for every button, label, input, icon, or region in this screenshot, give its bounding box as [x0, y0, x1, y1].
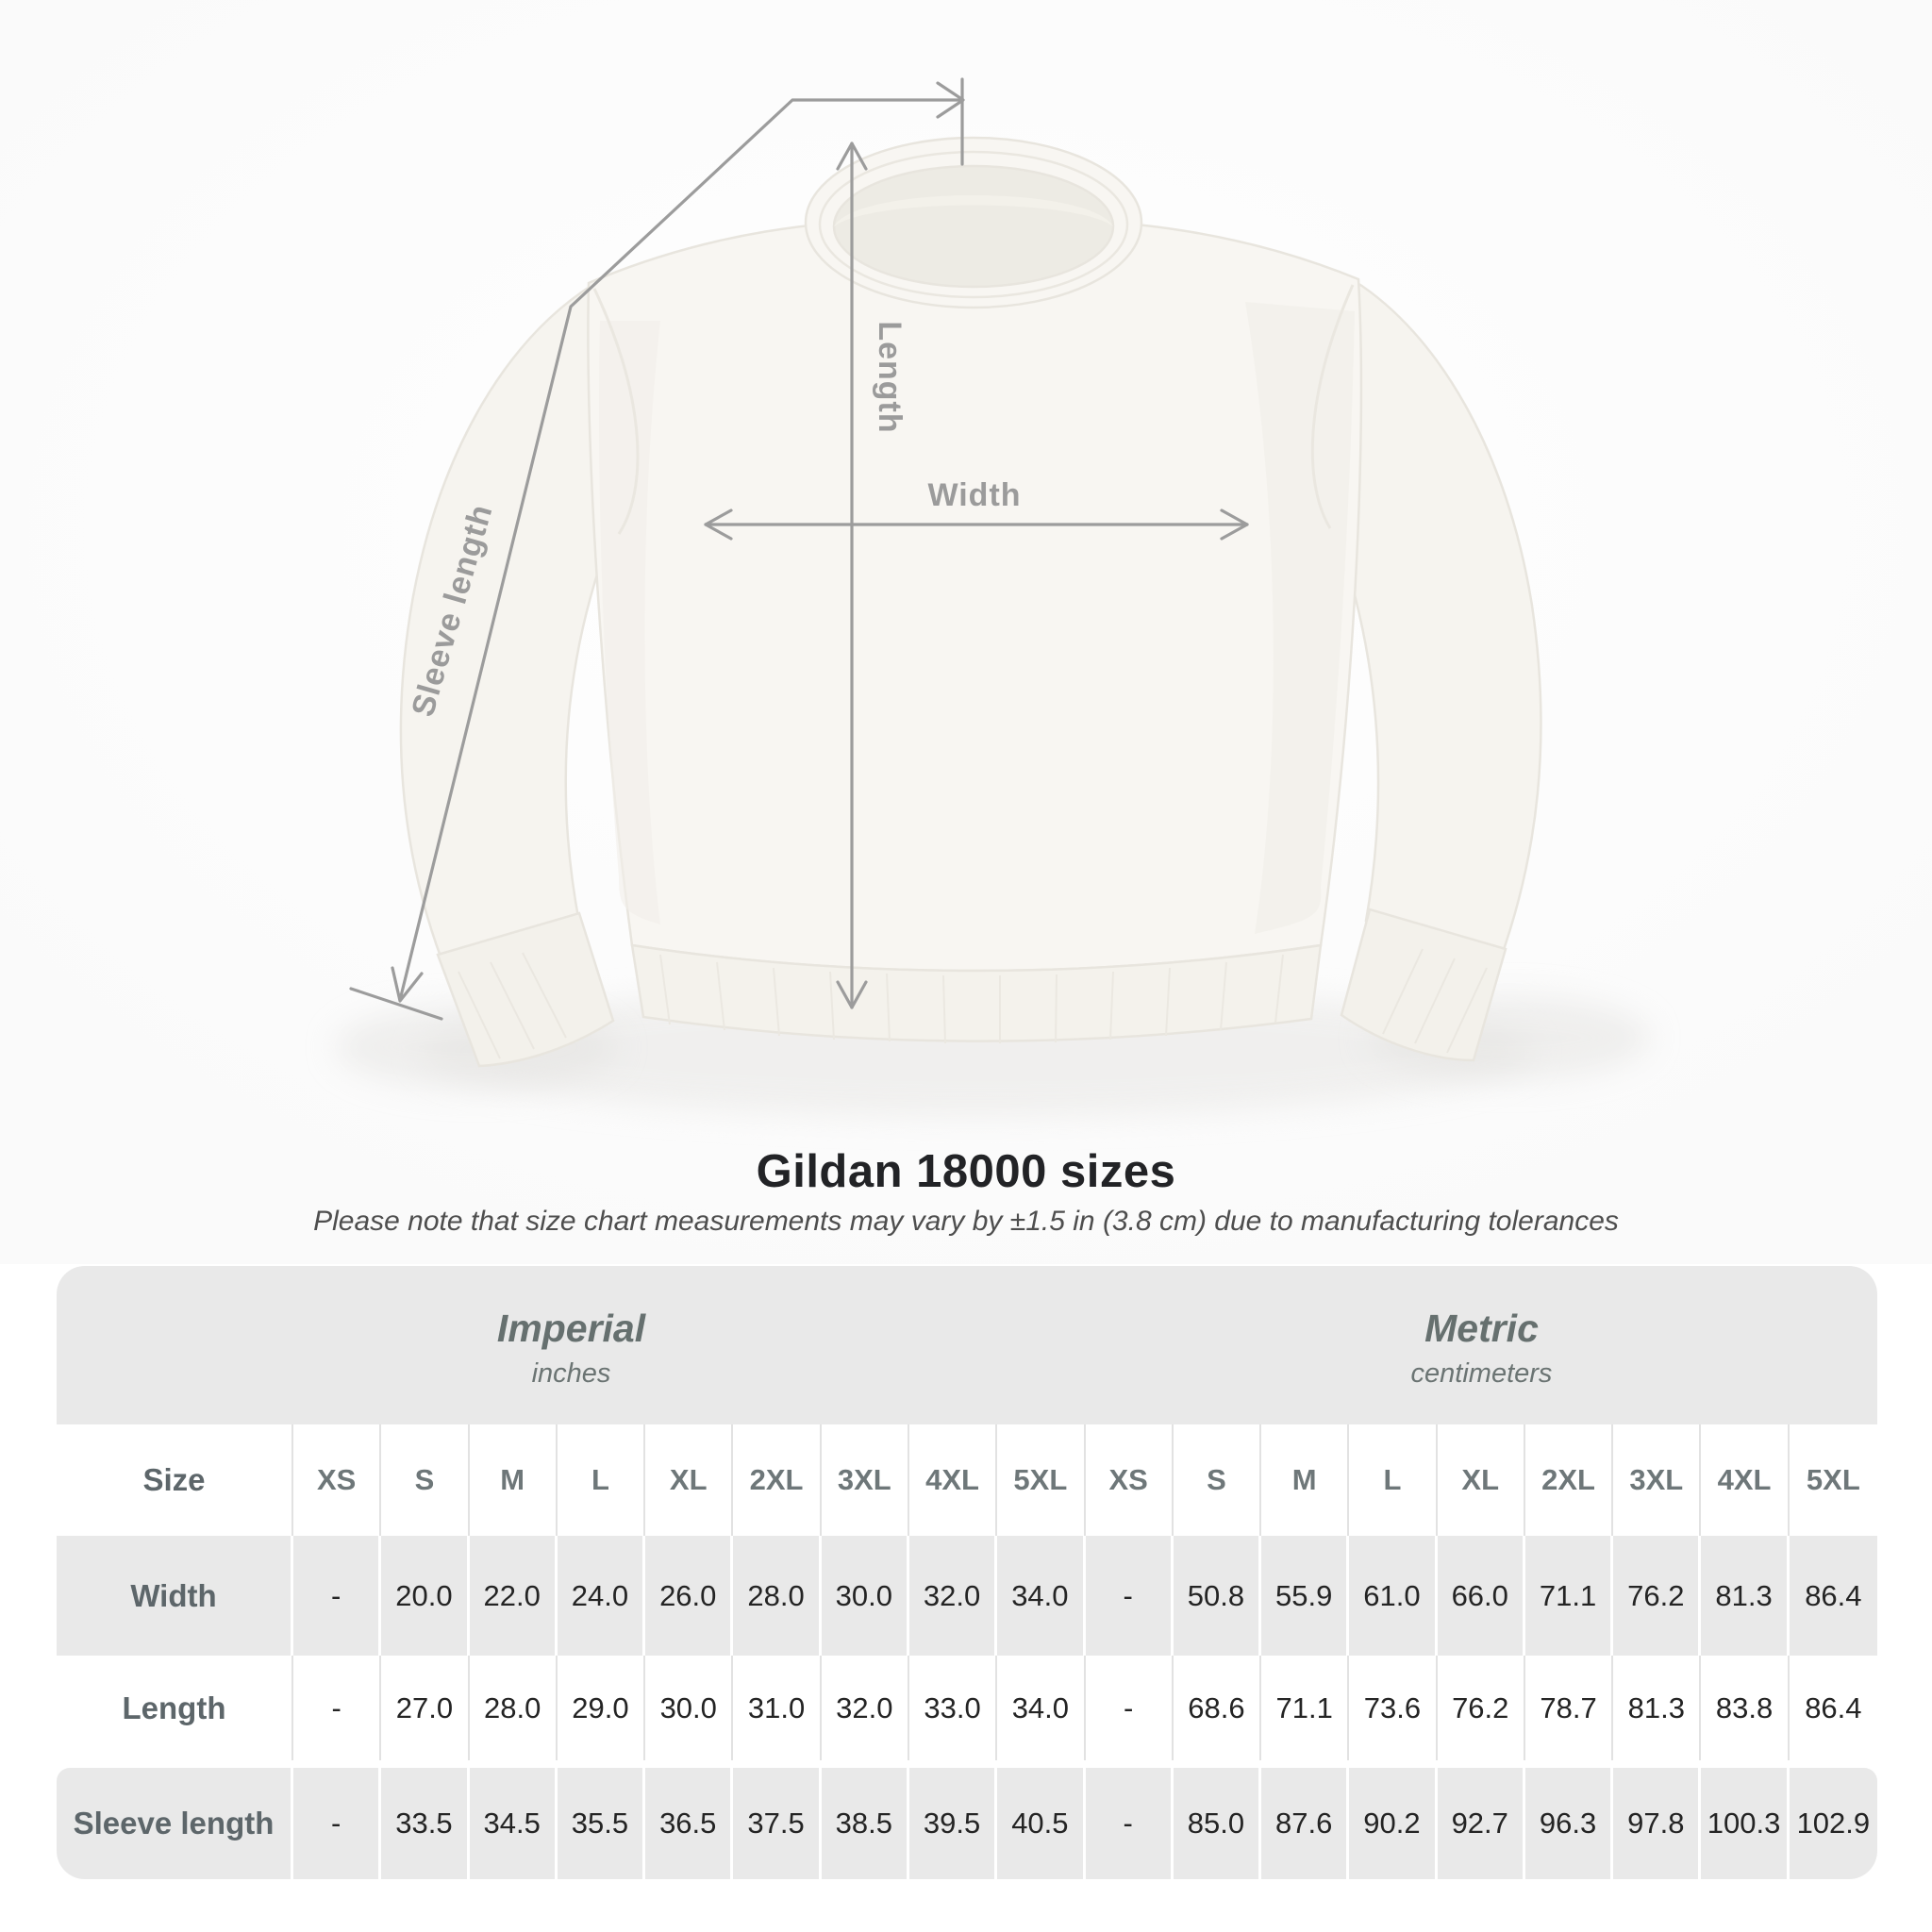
- value-metric-2xl: 71.1: [1525, 1536, 1613, 1656]
- table-row-sleeve-length: [57, 1768, 1877, 1879]
- length-label: Length: [872, 321, 908, 434]
- value-imperial-5xl: 34.0: [997, 1536, 1085, 1656]
- value-imperial-5xl: 40.5: [997, 1768, 1085, 1879]
- value-metric-s: 85.0: [1174, 1768, 1261, 1879]
- width-label: Width: [927, 477, 1022, 513]
- column-header-metric-2xl: 2XL: [1525, 1424, 1613, 1536]
- column-header-metric-4xl: 4XL: [1701, 1424, 1789, 1536]
- row-label: Length: [57, 1656, 293, 1760]
- column-header-metric-xs: XS: [1086, 1424, 1174, 1536]
- value-metric-2xl: 96.3: [1525, 1768, 1613, 1879]
- value-imperial-m: 34.5: [470, 1768, 558, 1879]
- value-imperial-4xl: 32.0: [909, 1536, 997, 1656]
- column-header-imperial-4xl: 4XL: [909, 1424, 997, 1536]
- value-imperial-l: 24.0: [558, 1536, 645, 1656]
- column-header-imperial-s: S: [381, 1424, 469, 1536]
- value-imperial-s: 33.5: [381, 1768, 469, 1879]
- value-metric-5xl: 102.9: [1796, 1807, 1871, 1840]
- metric-title: Metric: [1424, 1307, 1539, 1350]
- metric-header: [1086, 1266, 1877, 1424]
- value-metric-m: 87.6: [1261, 1768, 1349, 1879]
- tolerance-note: Please note that size chart measurements may vary by ±1.5 in (3.8 cm) due to manufacturing tolerances: [313, 1206, 1619, 1237]
- table-body: [57, 1536, 1877, 1879]
- value-metric-3xl: 81.3: [1613, 1656, 1701, 1760]
- value-imperial-s: 20.0: [381, 1536, 469, 1656]
- column-header-metric-m: M: [1261, 1424, 1349, 1536]
- value-imperial-xs: -: [293, 1768, 381, 1879]
- table-row-width: [57, 1536, 1877, 1656]
- column-header-metric-l: L: [1349, 1424, 1437, 1536]
- column-header-imperial-2xl: 2XL: [733, 1424, 821, 1536]
- value-metric-xl: 92.7: [1438, 1768, 1525, 1879]
- unit-system-header-row: [57, 1266, 1877, 1424]
- value-imperial-5xl: 34.0: [997, 1656, 1085, 1760]
- value-metric-l: 73.6: [1349, 1656, 1437, 1760]
- value-imperial-m: 22.0: [470, 1536, 558, 1656]
- table-row-length: [57, 1656, 1877, 1760]
- column-header-imperial-5xl: 5XL: [997, 1424, 1085, 1536]
- value-metric-5xl: 86.4: [1805, 1690, 1862, 1724]
- column-header-metric-xl: XL: [1438, 1424, 1525, 1536]
- value-metric-m: 55.9: [1261, 1536, 1349, 1656]
- value-imperial-3xl: 38.5: [822, 1768, 909, 1879]
- value-metric-m: 71.1: [1261, 1656, 1349, 1760]
- value-imperial-xl: 26.0: [645, 1536, 733, 1656]
- column-header-imperial-3xl: 3XL: [822, 1424, 909, 1536]
- column-header-imperial-xs: XS: [293, 1424, 381, 1536]
- value-metric-2xl: 78.7: [1525, 1656, 1613, 1760]
- value-imperial-xl: 30.0: [645, 1656, 733, 1760]
- page-title: Gildan 18000 sizes: [756, 1146, 1176, 1197]
- table-header-row: [57, 1424, 1877, 1536]
- column-header-imperial-l: L: [558, 1424, 645, 1536]
- row-label: Sleeve length: [57, 1768, 293, 1879]
- imperial-unit: inches: [531, 1358, 611, 1389]
- value-metric-xl: 76.2: [1438, 1656, 1525, 1760]
- value-imperial-l: 35.5: [558, 1768, 645, 1879]
- value-imperial-4xl: 33.0: [909, 1656, 997, 1760]
- value-metric-5xl: 86.4: [1805, 1578, 1862, 1612]
- value-imperial-l: 29.0: [558, 1656, 645, 1760]
- value-imperial-2xl: 37.5: [733, 1768, 821, 1879]
- value-metric-4xl: 83.8: [1701, 1656, 1789, 1760]
- value-imperial-2xl: 31.0: [733, 1656, 821, 1760]
- value-metric-4xl: 81.3: [1701, 1536, 1789, 1656]
- value-metric-xs: -: [1086, 1656, 1174, 1760]
- value-imperial-3xl: 30.0: [822, 1536, 909, 1656]
- column-header-imperial-xl: XL: [645, 1424, 733, 1536]
- imperial-title: Imperial: [496, 1307, 646, 1350]
- value-metric-xs: -: [1086, 1768, 1174, 1879]
- sleeve-length-label: Sleeve length: [405, 500, 500, 721]
- size-table: [57, 1266, 1877, 1879]
- value-metric-xl: 66.0: [1438, 1536, 1525, 1656]
- value-metric-3xl: 97.8: [1613, 1768, 1701, 1879]
- value-metric-xs: -: [1086, 1536, 1174, 1656]
- row-label: Width: [57, 1536, 293, 1656]
- value-imperial-3xl: 32.0: [822, 1656, 909, 1760]
- column-header-metric-3xl: 3XL: [1613, 1424, 1701, 1536]
- column-header-metric-s: S: [1174, 1424, 1261, 1536]
- column-header-imperial-m: M: [470, 1424, 558, 1536]
- value-imperial-s: 27.0: [381, 1656, 469, 1760]
- value-metric-l: 61.0: [1349, 1536, 1437, 1656]
- size-column-header: Size: [57, 1424, 293, 1536]
- value-metric-4xl: 100.3: [1701, 1768, 1789, 1879]
- value-imperial-xl: 36.5: [645, 1768, 733, 1879]
- value-imperial-4xl: 39.5: [909, 1768, 997, 1879]
- value-metric-l: 90.2: [1349, 1768, 1437, 1879]
- value-imperial-xs: -: [293, 1656, 381, 1760]
- imperial-header: [57, 1266, 1086, 1424]
- value-imperial-2xl: 28.0: [733, 1536, 821, 1656]
- value-imperial-xs: -: [293, 1536, 381, 1656]
- value-metric-3xl: 76.2: [1613, 1536, 1701, 1656]
- metric-unit: centimeters: [1410, 1358, 1553, 1389]
- value-imperial-m: 28.0: [470, 1656, 558, 1760]
- column-header-metric-5xl: 5XL: [1806, 1463, 1860, 1496]
- value-metric-s: 50.8: [1174, 1536, 1261, 1656]
- value-metric-s: 68.6: [1174, 1656, 1261, 1760]
